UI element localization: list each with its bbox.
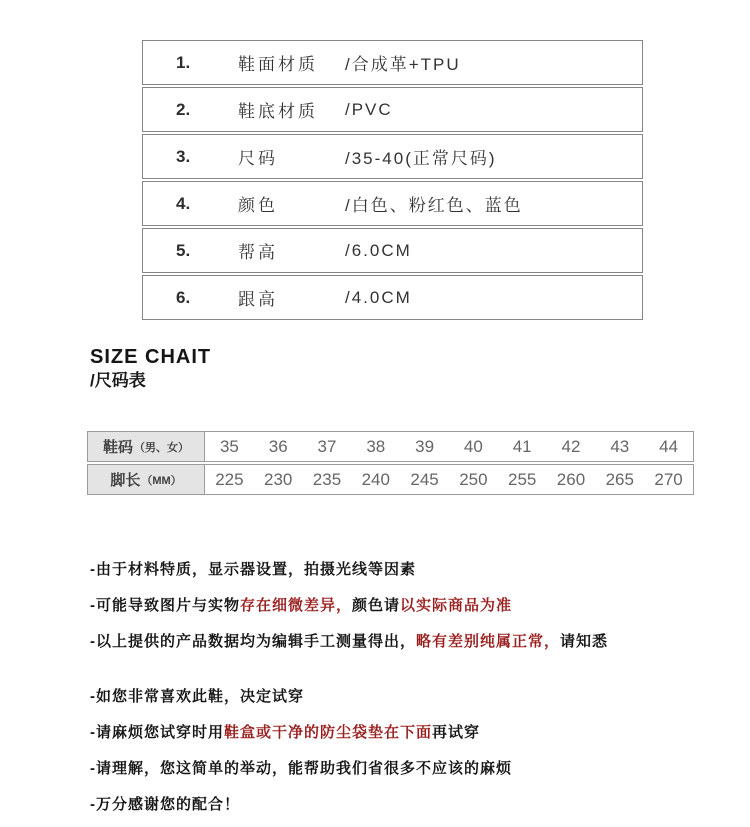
note-segment: -万分感谢您的配合！ [90,796,240,813]
spec-row-number: 1. [176,52,191,72]
size-cell: 235 [312,469,342,489]
size-cell: 265 [605,469,634,489]
size-cell: 35 [219,436,239,456]
spec-row-value: /4.0CM [345,287,412,307]
note-segment: -可能导致图片与实物 [90,597,240,614]
note-line [90,751,690,787]
note-segment-highlight: 鞋盒或干净的防尘袋垫在下面 [224,724,433,741]
size-cell: 250 [459,469,488,489]
size-chart-title-cn: /尺码表 [90,371,146,390]
note-segment-highlight: 以实际商品为准 [400,597,513,614]
note-line [90,715,690,751]
spec-row-number: 3. [176,146,191,166]
spec-row-label: 帮高 [238,243,278,262]
spec-row-label: 尺码 [238,149,278,168]
size-row-header-label: 鞋码 [102,439,133,456]
size-cell: 42 [561,436,581,456]
size-cell: 37 [317,436,337,456]
note-line [90,679,690,715]
size-cell: 41 [512,436,532,456]
size-row-foot-lengths [87,464,694,495]
size-row-header-label: 脚长 [110,472,141,489]
size-chart-heading [90,346,211,391]
spec-row-value: /6.0CM [345,240,412,260]
spec-row-value: /PVC [345,99,393,119]
size-cell: 270 [654,469,683,489]
spec-row-upper-material [142,40,643,85]
disclaimer-block [90,552,690,660]
spec-row-label: 鞋底材质 [238,102,318,121]
note-segment: -请麻烦您试穿时用 [90,724,224,741]
spec-row-value: /合成革+TPU [345,55,461,74]
spec-row-heel-height [142,275,643,320]
size-cell: 39 [415,436,435,456]
spec-table [142,40,643,322]
size-cell: 38 [366,436,386,456]
note-segment-highlight: 存在细微差异， [240,597,353,614]
size-cell: 240 [361,469,390,489]
spec-row-size-range [142,134,643,179]
size-cell: 255 [507,469,537,489]
note-segment-highlight: 略有差别纯属正常， [416,633,561,650]
note-segment: 再试穿 [432,724,481,741]
spec-row-number: 4. [176,193,191,213]
note-segment: 请知悉 [560,633,609,650]
note-segment: -以上提供的产品数据均为编辑手工测量得出， [90,633,416,650]
size-cell: 230 [264,469,293,489]
spec-row-label: 鞋面材质 [238,55,318,74]
spec-row-number: 2. [176,99,191,119]
size-cell: 43 [610,436,630,456]
spec-row-sole-material [142,87,643,132]
size-row-header [88,432,205,461]
size-cell: 225 [215,469,244,489]
size-cell: 36 [268,436,288,456]
note-segment: -由于材料特质，显示器设置，拍摄光线等因素 [90,561,416,578]
spec-row-shaft-height [142,228,643,273]
note-line [90,624,690,660]
spec-row-value: /35-40(正常尺码) [345,149,497,168]
spec-row-number: 6. [176,287,191,307]
size-cell: 44 [659,436,679,456]
size-chart-table [87,431,694,497]
note-line [90,552,690,588]
note-line [90,588,690,624]
size-row-header-suffix: （MM） [141,474,182,487]
spec-row-value: /白色、粉红色、蓝色 [345,196,523,215]
size-cell: 245 [410,469,439,489]
try-on-note-block [90,679,690,823]
spec-row-label: 颜色 [238,196,278,215]
size-chart-title-en: SIZE CHAIT [90,346,212,368]
note-line [90,787,690,823]
size-row-header-suffix: （男、女） [134,441,189,454]
size-cell: 260 [556,469,586,489]
size-row-shoe-codes [87,431,694,462]
size-row-header [88,465,205,494]
spec-row-number: 5. [176,240,191,260]
size-cell: 40 [463,436,483,456]
spec-row-color [142,181,643,226]
note-segment: -请理解，您这简单的举动，能帮助我们省很多不应该的麻烦 [90,760,512,777]
note-segment: 颜色请 [352,597,401,614]
spec-row-label: 跟高 [238,290,278,309]
note-segment: -如您非常喜欢此鞋，决定试穿 [90,688,304,705]
